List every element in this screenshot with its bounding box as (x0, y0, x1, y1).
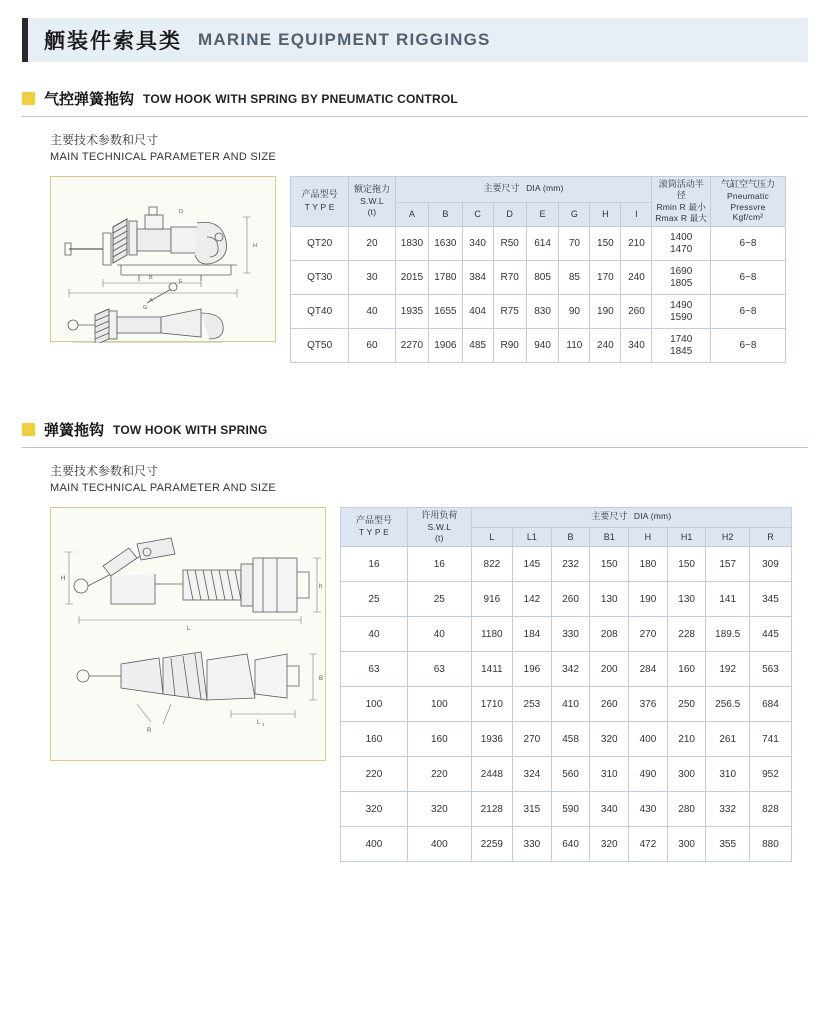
technical-drawing-pneumatic-tow-hook (50, 176, 276, 342)
page-banner (22, 18, 808, 62)
th-dim-d: D (493, 202, 526, 227)
cell-swl: 220 (407, 757, 471, 792)
svg-text:L: L (257, 719, 261, 726)
table-1-body (291, 227, 786, 363)
cell-l: 822 (471, 547, 512, 582)
cell-b1: 320 (590, 827, 629, 862)
table-row (341, 722, 792, 757)
cell-h: 490 (629, 757, 668, 792)
cell-d: R90 (493, 329, 526, 363)
cell-b1: 340 (590, 792, 629, 827)
svg-text:D: D (179, 208, 183, 215)
table-row (341, 792, 792, 827)
cell-h: 190 (629, 582, 668, 617)
cell-b: 560 (551, 757, 590, 792)
th-type: 产品型号 T Y P E (291, 176, 349, 227)
cell-pressure: 6~8 (710, 227, 785, 261)
cell-type: QT30 (291, 261, 349, 295)
cell-b: 1630 (429, 227, 462, 261)
cell-swl: 16 (407, 547, 471, 582)
cell-h: 430 (629, 792, 668, 827)
cell-l: 1180 (471, 617, 512, 652)
cell-r: 563 (749, 652, 791, 687)
cell-l: 1936 (471, 722, 512, 757)
cell-b1: 200 (590, 652, 629, 687)
svg-text:G: G (143, 304, 148, 311)
section-1-content (22, 176, 808, 364)
cell-swl: 20 (349, 227, 395, 261)
cell-b: 1906 (429, 329, 462, 363)
cell-d: R75 (493, 295, 526, 329)
section-2-title-cn: 弹簧拖钩 (44, 421, 105, 440)
table-spring-tow-hook-specs (340, 507, 792, 863)
cell-c: 340 (462, 227, 493, 261)
cell-swl: 40 (407, 617, 471, 652)
cell-l1: 330 (513, 827, 552, 862)
section-1-heading (22, 88, 808, 117)
cell-h1: 228 (667, 617, 706, 652)
cell-r: 684 (749, 687, 791, 722)
cell-b: 260 (551, 582, 590, 617)
table-1-head (291, 176, 786, 227)
table-row (341, 582, 792, 617)
cell-l: 2259 (471, 827, 512, 862)
cell-l: 1710 (471, 687, 512, 722)
table-2-header-row-1 (341, 507, 792, 527)
cell-h: 400 (629, 722, 668, 757)
cell-b: 330 (551, 617, 590, 652)
cell-e: 805 (526, 261, 559, 295)
cell-type: QT20 (291, 227, 349, 261)
cell-swl: 400 (407, 827, 471, 862)
section-divider-space (0, 363, 830, 393)
cell-type: 16 (341, 547, 408, 582)
cell-type: 220 (341, 757, 408, 792)
th-dim-a: A (395, 202, 428, 227)
table-row (341, 687, 792, 722)
cell-d: R70 (493, 261, 526, 295)
cell-c: 404 (462, 295, 493, 329)
th-dim-b: B (429, 202, 462, 227)
section-1-title-cn: 气控弹簧拖钩 (44, 90, 135, 108)
th-dim-e: E (526, 202, 559, 227)
cell-b: 458 (551, 722, 590, 757)
table-row (341, 547, 792, 582)
cell-b: 590 (551, 792, 590, 827)
table-row (291, 261, 786, 295)
cell-swl: 40 (349, 295, 395, 329)
cell-type: 63 (341, 652, 408, 687)
cell-b1: 130 (590, 582, 629, 617)
cell-b1: 208 (590, 617, 629, 652)
cell-l1: 196 (513, 652, 552, 687)
cell-type: 160 (341, 722, 408, 757)
section-2-subtitle-cn: 主要技术参数和尺寸 (50, 464, 159, 479)
cell-h1: 280 (667, 792, 706, 827)
cell-l: 2448 (471, 757, 512, 792)
th-swl: 额定拖力 S.W.L (t) (349, 176, 395, 227)
cell-l: 2128 (471, 792, 512, 827)
cell-l1: 253 (513, 687, 552, 722)
svg-text:h: h (319, 583, 323, 590)
th-swl: 许用负荷 S.W.L (t) (407, 507, 471, 547)
th-dim-l1: L1 (513, 528, 552, 547)
cell-i: 210 (621, 227, 652, 261)
cell-type: 100 (341, 687, 408, 722)
cell-type: QT40 (291, 295, 349, 329)
cell-b1: 310 (590, 757, 629, 792)
cell-h2: 310 (706, 757, 749, 792)
th-type: 产品型号 T Y P E (341, 507, 408, 547)
cell-h: 284 (629, 652, 668, 687)
section-1-subtitle-en: MAIN TECHNICAL PARAMETER AND SIZE (50, 151, 277, 163)
technical-drawing-spring-tow-hook (50, 507, 326, 761)
cell-r: 880 (749, 827, 791, 862)
cell-h1: 300 (667, 757, 706, 792)
cell-h1: 130 (667, 582, 706, 617)
section-spring-tow-hook (22, 419, 808, 862)
cell-l1: 270 (513, 722, 552, 757)
cell-b: 1780 (429, 261, 462, 295)
svg-text:H: H (61, 575, 66, 582)
cell-h: 150 (590, 227, 621, 261)
th-dim-h: H (629, 528, 668, 547)
table-1-header-row-1 (291, 176, 786, 202)
cell-r: 741 (749, 722, 791, 757)
cell-h1: 210 (667, 722, 706, 757)
th-dim-b: B (551, 528, 590, 547)
svg-text:B: B (149, 274, 153, 281)
cell-d: R50 (493, 227, 526, 261)
cell-b1: 150 (590, 547, 629, 582)
svg-text:H: H (253, 242, 257, 249)
cell-l1: 315 (513, 792, 552, 827)
cell-h: 472 (629, 827, 668, 862)
table-2-head (341, 507, 792, 547)
table-row (291, 329, 786, 363)
cell-pressure: 6~8 (710, 261, 785, 295)
section-2-heading (22, 419, 808, 448)
cell-a: 1830 (395, 227, 428, 261)
cell-g: 90 (559, 295, 590, 329)
section-1-subtitle (50, 131, 808, 166)
cell-a: 1935 (395, 295, 428, 329)
cell-l1: 184 (513, 617, 552, 652)
table-row (341, 827, 792, 862)
cell-a: 2015 (395, 261, 428, 295)
cell-h2: 355 (706, 827, 749, 862)
svg-text:A: A (149, 297, 153, 304)
cell-h: 180 (629, 547, 668, 582)
cell-r: 445 (749, 617, 791, 652)
cell-l1: 142 (513, 582, 552, 617)
section-1-title-en: TOW HOOK WITH SPRING BY PNEUMATIC CONTROL (143, 91, 458, 106)
table-2-body (341, 547, 792, 862)
cell-h2: 256.5 (706, 687, 749, 722)
cell-i: 240 (621, 261, 652, 295)
cell-radius: 1490 1590 (652, 295, 711, 329)
cell-h1: 300 (667, 827, 706, 862)
th-dim-b1: B1 (590, 528, 629, 547)
cell-swl: 320 (407, 792, 471, 827)
cell-l: 916 (471, 582, 512, 617)
cell-pressure: 6~8 (710, 295, 785, 329)
section-1-subtitle-cn: 主要技术参数和尺寸 (50, 133, 159, 147)
cell-pressure: 6~8 (710, 329, 785, 363)
cell-b: 232 (551, 547, 590, 582)
cell-h2: 189.5 (706, 617, 749, 652)
th-dim-l: L (471, 528, 512, 547)
cell-r: 309 (749, 547, 791, 582)
th-drum-radius: 滚筒活动半径 Rmin R 最小 Rmax R 最大 (652, 176, 711, 227)
cell-h: 170 (590, 261, 621, 295)
section-2-subtitle-en: MAIN TECHNICAL PARAMETER AND SIZE (50, 482, 277, 495)
cell-b: 1655 (429, 295, 462, 329)
svg-text:1: 1 (262, 721, 265, 727)
table-row (291, 227, 786, 261)
th-dim-i: I (621, 202, 652, 227)
cell-b1: 320 (590, 722, 629, 757)
cell-swl: 160 (407, 722, 471, 757)
section-2-title-en: TOW HOOK WITH SPRING (113, 422, 268, 437)
cell-h2: 141 (706, 582, 749, 617)
cell-type: 40 (341, 617, 408, 652)
section-2-content (22, 507, 808, 863)
cell-type: 400 (341, 827, 408, 862)
cell-type: 320 (341, 792, 408, 827)
cell-swl: 63 (407, 652, 471, 687)
cell-swl: 30 (349, 261, 395, 295)
cell-i: 260 (621, 295, 652, 329)
cell-e: 940 (526, 329, 559, 363)
square-marker-icon (22, 92, 35, 105)
cell-h2: 332 (706, 792, 749, 827)
cell-h2: 157 (706, 547, 749, 582)
svg-text:E: E (179, 278, 183, 285)
cell-e: 614 (526, 227, 559, 261)
cell-h: 376 (629, 687, 668, 722)
cell-h1: 160 (667, 652, 706, 687)
th-dim-h: H (590, 202, 621, 227)
cell-radius: 1690 1805 (652, 261, 711, 295)
th-dim-h2: H2 (706, 528, 749, 547)
svg-text:B: B (319, 675, 324, 682)
cell-b: 342 (551, 652, 590, 687)
cell-h: 190 (590, 295, 621, 329)
cell-g: 70 (559, 227, 590, 261)
th-dim-h1: H1 (667, 528, 706, 547)
cell-e: 830 (526, 295, 559, 329)
document-page (0, 18, 830, 1018)
cell-h1: 150 (667, 547, 706, 582)
th-dim-g: G (559, 202, 590, 227)
table-row (341, 617, 792, 652)
section-pneumatic-tow-hook (22, 88, 808, 363)
cell-g: 110 (559, 329, 590, 363)
cell-r: 828 (749, 792, 791, 827)
cell-h2: 192 (706, 652, 749, 687)
th-dim-c: C (462, 202, 493, 227)
table-row (341, 652, 792, 687)
svg-text:R: R (147, 727, 152, 734)
table-pneumatic-tow-hook-specs (290, 176, 786, 364)
cell-b: 410 (551, 687, 590, 722)
th-pneumatic-pressure: 气缸空气压力 Pneumatic Pressvre Kgf/cm² (710, 176, 785, 227)
cell-radius: 1400 1470 (652, 227, 711, 261)
cell-r: 952 (749, 757, 791, 792)
cell-a: 2270 (395, 329, 428, 363)
cell-g: 85 (559, 261, 590, 295)
cell-l: 1411 (471, 652, 512, 687)
cell-l1: 145 (513, 547, 552, 582)
cell-b1: 260 (590, 687, 629, 722)
table-row (341, 757, 792, 792)
cell-l1: 324 (513, 757, 552, 792)
cell-swl: 60 (349, 329, 395, 363)
cell-h2: 261 (706, 722, 749, 757)
svg-text:L: L (187, 625, 191, 632)
cell-c: 384 (462, 261, 493, 295)
th-dimensions-group: 主要尺寸 DIA (mm) (471, 507, 791, 527)
square-marker-icon (22, 423, 35, 436)
cell-b: 640 (551, 827, 590, 862)
cell-i: 340 (621, 329, 652, 363)
cell-type: QT50 (291, 329, 349, 363)
cell-h1: 250 (667, 687, 706, 722)
cell-swl: 25 (407, 582, 471, 617)
cell-h: 240 (590, 329, 621, 363)
table-row (291, 295, 786, 329)
section-2-subtitle (50, 462, 808, 497)
cell-r: 345 (749, 582, 791, 617)
banner-title-cn: 舾装件索具类 (44, 28, 182, 53)
cell-c: 485 (462, 329, 493, 363)
cell-radius: 1740 1845 (652, 329, 711, 363)
cell-type: 25 (341, 582, 408, 617)
cell-swl: 100 (407, 687, 471, 722)
banner-title-en: MARINE EQUIPMENT RIGGINGS (198, 30, 491, 49)
th-dimensions-group: 主要尺寸 DIA (mm) (395, 176, 652, 202)
th-dim-r: R (749, 528, 791, 547)
cell-h: 270 (629, 617, 668, 652)
